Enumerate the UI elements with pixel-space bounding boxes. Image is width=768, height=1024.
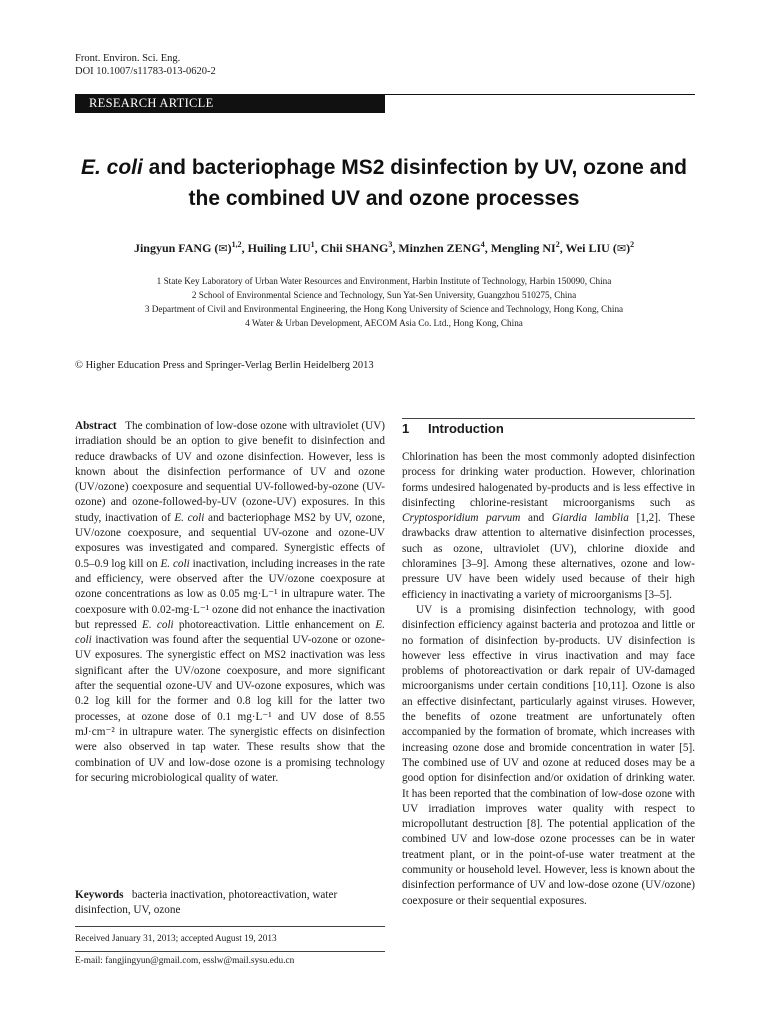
author-affil: 3 — [388, 240, 393, 249]
author-name: Jingyun FANG — [133, 241, 212, 255]
species-name: E. coli — [142, 618, 174, 631]
footer-rule — [75, 951, 385, 952]
title-italic: E. coli — [80, 156, 143, 179]
abstract-text: inactivation, including increases in the rate and efficiency, were observed after the UV/ozone coexposure at ozone concentrations as low as 0.05 mg·L⁻¹ in ultrapure water. The coexposure with 0.02-mg·L⁻¹ ozone did not enhance the inactivation but repressed — [75, 557, 385, 631]
paragraph — [402, 603, 695, 909]
species-name: Cryptosporidium parvum — [402, 512, 521, 525]
affiliations — [60, 274, 708, 330]
abstract-text: The combination of low-dose ozone with ultraviolet (UV) irradiation should be an option to give benefit to disinfection and reduce drawbacks of UV and ozone disinfection. However, less is known about the disinfection performance of UV and ozone (UV/ozone) coexposure and sequential UV-followed-by-ozone (UV-ozone) and ozone-followed-by-UV (ozone-UV) exposures. In this study, inactivation of — [75, 420, 386, 524]
author-name: Wei LIU — [565, 241, 610, 255]
species-name: E. coli — [160, 557, 190, 570]
title-line1: and bacteriophage MS2 disinfection by UV, ozone and — [142, 156, 687, 179]
abstract-text: photoreactivation. Little enhancement on — [173, 618, 376, 631]
copyright: © Higher Education Press and Springer-Verlag Berlin Heidelberg 2013 — [75, 360, 374, 371]
keywords-text: bacteria inactivation, photoreactivation, water disinfection, UV, ozone — [75, 889, 338, 917]
affiliation: 3 Department of Civil and Environmental Engineering, the Hong Kong University of Science and Technology, Hong Kong, China — [144, 304, 624, 314]
article-type-label: RESEARCH ARTICLE — [89, 96, 214, 110]
author-affil: 1 — [310, 240, 315, 249]
affiliation: 4 Water & Urban Development, AECOM Asia Co. Ltd., Hong Kong, China — [245, 318, 523, 328]
keywords — [75, 888, 385, 919]
section-number: 1 — [402, 421, 410, 436]
author-affil: 2 — [630, 240, 635, 249]
author-affil: 2 — [555, 240, 560, 249]
abstract — [75, 419, 385, 786]
mail-icon: ✉ — [616, 243, 627, 255]
species-name: E. coli — [75, 618, 385, 647]
abstract-text: and bacteriophage MS2 by UV, ozone, UV/ozone coexposure, and sequential UV-ozone and ozone-UV exposures was investigated and compared. Synergistic effects of 0.5–0.9 log kill on — [75, 511, 385, 570]
received-date: Received January 31, 2013; accepted August 19, 2013 — [75, 934, 277, 944]
paper-title — [60, 152, 708, 214]
footer-rule — [75, 926, 385, 927]
doi: DOI 10.1007/s11783-013-0620-2 — [75, 66, 216, 77]
keywords-label: Keywords — [75, 889, 124, 901]
header-rule — [385, 94, 695, 95]
affiliation: 1 State Key Laboratory of Urban Water Resources and Environment, Harbin Institute of Technology, Harbin 150090, China — [156, 276, 612, 286]
paragraph-text: and — [520, 512, 552, 525]
paragraph-text: [1,2]. These drawbacks draw attention to alternative disinfection processes, such as ozone, ultraviolet (UV), chlorine dioxide and chloramines [3–9]. Among these alternatives, ozone and low-pressure UV have been widely used because of their high efficiency in inactivating a variety of microorganisms [3–5]. — [402, 512, 696, 601]
author-name: Minzhen ZENG — [398, 241, 481, 255]
section-heading — [402, 421, 504, 436]
author-name: Chii SHANG — [320, 241, 389, 255]
species-name: Giardia lamblia — [551, 512, 629, 525]
section-rule — [402, 418, 695, 419]
author-name: Huiling LIU — [247, 241, 311, 255]
introduction-body — [402, 450, 695, 909]
affiliation: 2 School of Environmental Science and Technology, Sun Yat-Sen University, Guangzhou 510275, China — [191, 290, 577, 300]
species-name: E. coli — [174, 511, 205, 524]
contact-email: E-mail: fangjingyun@gmail.com, esslw@mail.sysu.edu.cn — [75, 956, 295, 966]
journal-name: Front. Environ. Sci. Eng. — [75, 53, 181, 64]
mail-icon: ✉ — [218, 243, 228, 255]
author-name: Mengling NI — [490, 241, 556, 255]
abstract-label: Abstract — [75, 420, 117, 432]
author-affil: 4 — [480, 240, 485, 249]
author-list: Jingyun FANG (✉)$^{1,2}$, Huiling LIU$^1$, Chii SHANG$^3$, Minzhen ZENG$^4$, Mengling $NI^2$, Wei LIU (✉)$^2$ — [133, 240, 635, 255]
section-title: Introduction — [428, 421, 504, 436]
paragraph — [402, 450, 695, 603]
journal-info — [75, 52, 216, 78]
article-type-banner — [75, 94, 385, 113]
paragraph-text: UV is a promising disinfection technology, with good disinfection efficiency against bacteria and protozoa and little or no formation of disinfection by-products. UV disinfection is however less effective in virus inactivation and may face problems of photoreactivation or dark repair of UV-damaged microorganisms under certain conditions [10,11]. Ozone is also an effective disinfectant, particularly against viruses. However, the benefits of ozone treatment are unfortunately often accompanied by the formation of bromate, which increases with increasing ozone dose and bromide concentration in water [5]. The combined use of UV and ozone at reduced doses may be a good option for disinfection and/or oxidation of drinking water. It has been reported that the combination of low-dose ozone with UV irradiation improves water quality with respect to micropollutant destruction [8]. The potential application of the combined UV and low-dose ozone processes can be in water treatment plant, or in the point-of-use water treatment at the community or household level. However, less is known about the disinfection performance of UV and low-dose ozone (UV/ozone) coexposure or their sequential exposures. — [402, 603, 695, 907]
title-line2: the combined UV and ozone processes — [188, 187, 580, 210]
paragraph-text: Chlorination has been the most commonly adopted disinfection process for drinking water production. However, chlorination forms undesired halogenated by-products and is less effective in disinfecting chlorine-resistant microorganisms such as — [402, 451, 695, 509]
author-affil: 1,2 — [231, 240, 242, 249]
abstract-text: inactivation was found after the sequential UV-ozone or ozone-UV exposures. The synergistic effect on MS2 inactivation was less significant after the UV/ozone coexposure, and more significant after the sequential ozone-UV and UV-ozone exposures, which was 0.2 log kill for the former and 0.8 log kill for the latter two processes, at ozone dose of 0.1 mg·L⁻¹ and UV dose of 8.55 mJ·cm⁻² in ultrapure water. The synergistic effects on disinfection were also observed in tap water. These results show that the combination of UV and low-dose ozone is a promising technology for securing microbiological quality of water. — [75, 634, 385, 784]
